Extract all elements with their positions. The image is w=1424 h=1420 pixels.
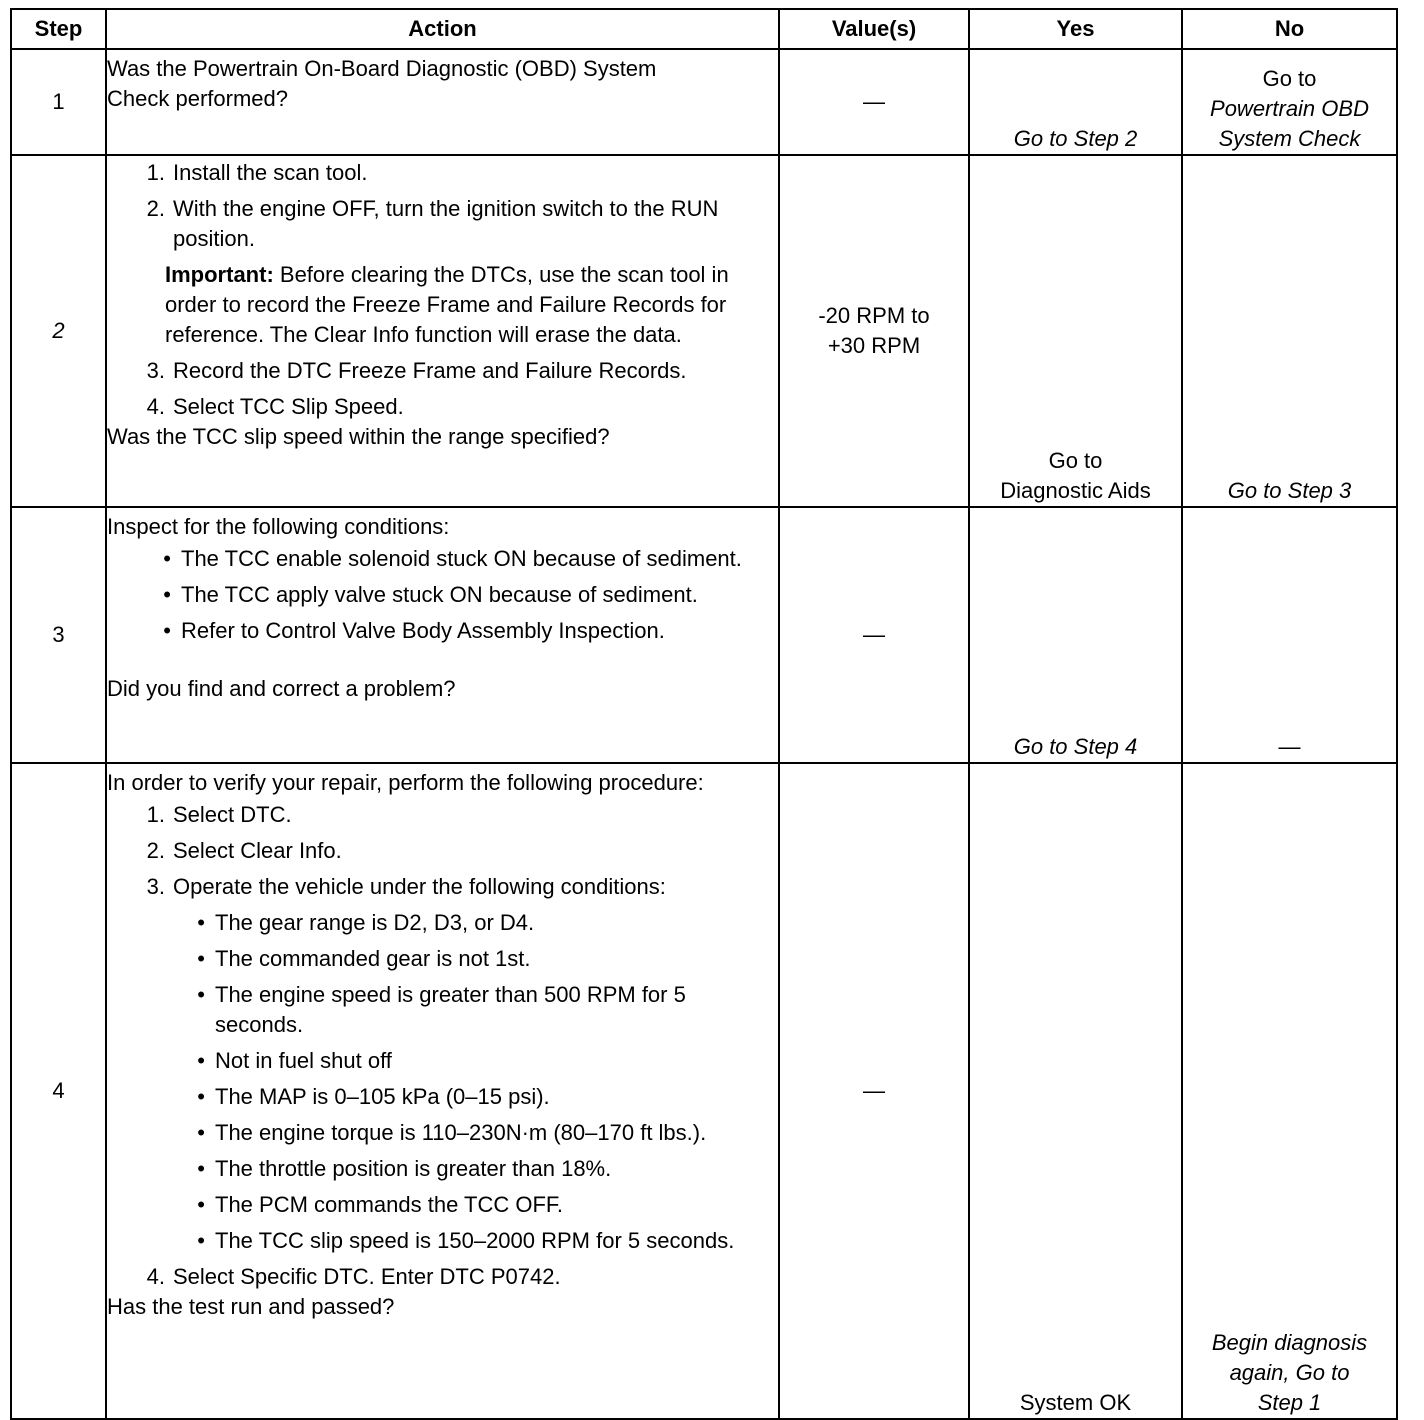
action-cell [106, 155, 779, 507]
list-number: 2. [146, 196, 165, 221]
list-number: 3. [146, 358, 165, 383]
yes-goto-label: Go to [1048, 448, 1103, 473]
step-number: 2 [11, 155, 106, 507]
list-text: The engine speed is greater than 500 RPM for 5 seconds. [215, 982, 686, 1037]
list-text: Select DTC. [173, 802, 292, 827]
diagnostic-table [10, 8, 1398, 1420]
no-goto-label: Begin diagnosis [1211, 1330, 1368, 1355]
step-number: 4 [11, 763, 106, 1419]
list-text: The TCC apply valve stuck ON because of sediment. [181, 582, 698, 607]
list-item [107, 1226, 778, 1256]
bullet-icon: • [197, 1228, 205, 1253]
list-text: Operate the vehicle under the following conditions: [173, 874, 666, 899]
action-cell [106, 49, 779, 155]
value-dash: — [863, 1078, 885, 1103]
bullet-icon: • [163, 582, 171, 607]
list-item [107, 1262, 778, 1292]
list-text: Select Clear Info. [173, 838, 342, 863]
list-item [107, 1082, 778, 1112]
step-number: 3 [11, 507, 106, 763]
list-number: 4. [146, 1264, 165, 1289]
header-row [11, 9, 1397, 49]
list-text: The engine torque is 110–230N·m (80–170 ft lbs.). [215, 1120, 707, 1145]
list-item [107, 158, 778, 188]
important-label: Important: [165, 262, 274, 287]
table-row-step-3 [11, 507, 1397, 763]
list-text: The TCC enable solenoid stuck ON because of sediment. [181, 546, 742, 571]
value-cell [779, 507, 969, 763]
list-number: 1. [146, 160, 165, 185]
header-step: Step [11, 9, 106, 49]
yes-cell [969, 155, 1182, 507]
question-text: Was the TCC slip speed within the range specified? [107, 424, 610, 449]
important-text: Before clearing the DTCs, use the scan tool in order to record the Freeze Frame and Failure Records for reference. The Clear Info function will erase the data. [165, 262, 729, 347]
list-text: Refer to Control Valve Body Assembly Inspection. [181, 618, 665, 643]
bullet-icon: • [197, 1192, 205, 1217]
yes-goto-target: Diagnostic Aids [1000, 478, 1151, 503]
list-number: 2. [146, 838, 165, 863]
no-goto-target: Step 1 [1257, 1390, 1322, 1415]
list-text: Not in fuel shut off [215, 1048, 392, 1073]
no-goto-label: Go to [1262, 66, 1317, 91]
list-text: With the engine OFF, turn the ignition switch to the RUN position. [173, 196, 719, 251]
bullet-icon: • [197, 946, 205, 971]
question-text-cont: Check performed? [107, 86, 288, 111]
bullet-icon: • [197, 982, 205, 1007]
list-text: The commanded gear is not 1st. [215, 946, 531, 971]
header-no: No [1182, 9, 1397, 49]
list-text: The PCM commands the TCC OFF. [215, 1192, 564, 1217]
header-values: Value(s) [779, 9, 969, 49]
no-goto-label-cont: again, Go to [1229, 1360, 1350, 1385]
list-item [107, 908, 778, 938]
no-cell [1182, 763, 1397, 1419]
yes-cell [969, 507, 1182, 763]
value-range-low: -20 RPM to [818, 303, 930, 328]
list-item [107, 544, 778, 574]
question-text: Has the test run and passed? [107, 1294, 395, 1319]
list-text: The gear range is D2, D3, or D4. [215, 910, 535, 935]
no-dash: — [1278, 734, 1301, 759]
value-dash: — [863, 89, 885, 114]
question-text: Was the Powertrain On-Board Diagnostic (OBD) System [107, 56, 657, 81]
list-number: 4. [146, 394, 165, 419]
list-text: The TCC slip speed is 150–2000 RPM for 5 seconds. [215, 1228, 735, 1253]
yes-cell [969, 763, 1182, 1419]
action-cell [106, 763, 779, 1419]
intro-text: Inspect for the following conditions: [107, 514, 450, 539]
list-item [107, 872, 778, 902]
no-goto-target-cont: System Check [1218, 126, 1361, 151]
yes-goto: Go to Step 2 [1013, 126, 1138, 151]
list-text: Record the DTC Freeze Frame and Failure Records. [173, 358, 687, 383]
bullet-icon: • [163, 618, 171, 643]
list-item [107, 1190, 778, 1220]
yes-result: System OK [1019, 1390, 1132, 1415]
operating-conditions-list [107, 908, 778, 1256]
list-number: 1. [146, 802, 165, 827]
list-text: Install the scan tool. [173, 160, 368, 185]
no-cell [1182, 49, 1397, 155]
intro-text: In order to verify your repair, perform the following procedure: [107, 770, 704, 795]
list-item [107, 356, 778, 386]
list-text: The MAP is 0–105 kPa (0–15 psi). [215, 1084, 550, 1109]
list-item [107, 580, 778, 610]
action-cell [106, 507, 779, 763]
bullet-icon: • [197, 1156, 205, 1181]
list-item [107, 1046, 778, 1076]
list-item [107, 616, 778, 646]
header-action: Action [106, 9, 779, 49]
list-text: Select TCC Slip Speed. [173, 394, 404, 419]
list-number: 3. [146, 874, 165, 899]
list-item [107, 194, 778, 254]
bullet-icon: • [197, 910, 205, 935]
header-yes: Yes [969, 9, 1182, 49]
no-cell [1182, 507, 1397, 763]
list-item [107, 980, 778, 1040]
bullet-icon: • [163, 546, 171, 571]
list-item [107, 1154, 778, 1184]
no-goto-target: Powertrain OBD [1210, 96, 1369, 121]
value-dash: — [863, 622, 885, 647]
no-cell [1182, 155, 1397, 507]
table-row-step-1 [11, 49, 1397, 155]
list-item [107, 944, 778, 974]
list-item [107, 800, 778, 830]
list-text: Select Specific DTC. Enter DTC P0742. [173, 1264, 561, 1289]
value-cell [779, 763, 969, 1419]
value-cell [779, 155, 969, 507]
bullet-icon: • [197, 1048, 205, 1073]
bullet-icon: • [197, 1084, 205, 1109]
no-goto: Go to Step 3 [1227, 478, 1352, 503]
procedure-list-cont [107, 356, 778, 422]
yes-goto: Go to Step 4 [1013, 734, 1138, 759]
list-item [107, 1118, 778, 1148]
bullet-icon: • [197, 1120, 205, 1145]
value-range-high: +30 RPM [827, 333, 921, 358]
step-number: 1 [11, 49, 106, 155]
list-text: The throttle position is greater than 18%. [215, 1156, 612, 1181]
table-row-step-2 [11, 155, 1397, 507]
procedure-list [107, 800, 778, 902]
important-note [165, 260, 778, 350]
yes-cell [969, 49, 1182, 155]
conditions-list [107, 544, 778, 646]
question-text: Did you find and correct a problem? [107, 676, 456, 701]
value-cell [779, 49, 969, 155]
table-row-step-4 [11, 763, 1397, 1419]
list-item [107, 392, 778, 422]
list-item [107, 836, 778, 866]
procedure-list [107, 158, 778, 254]
procedure-list-cont [107, 1262, 778, 1292]
